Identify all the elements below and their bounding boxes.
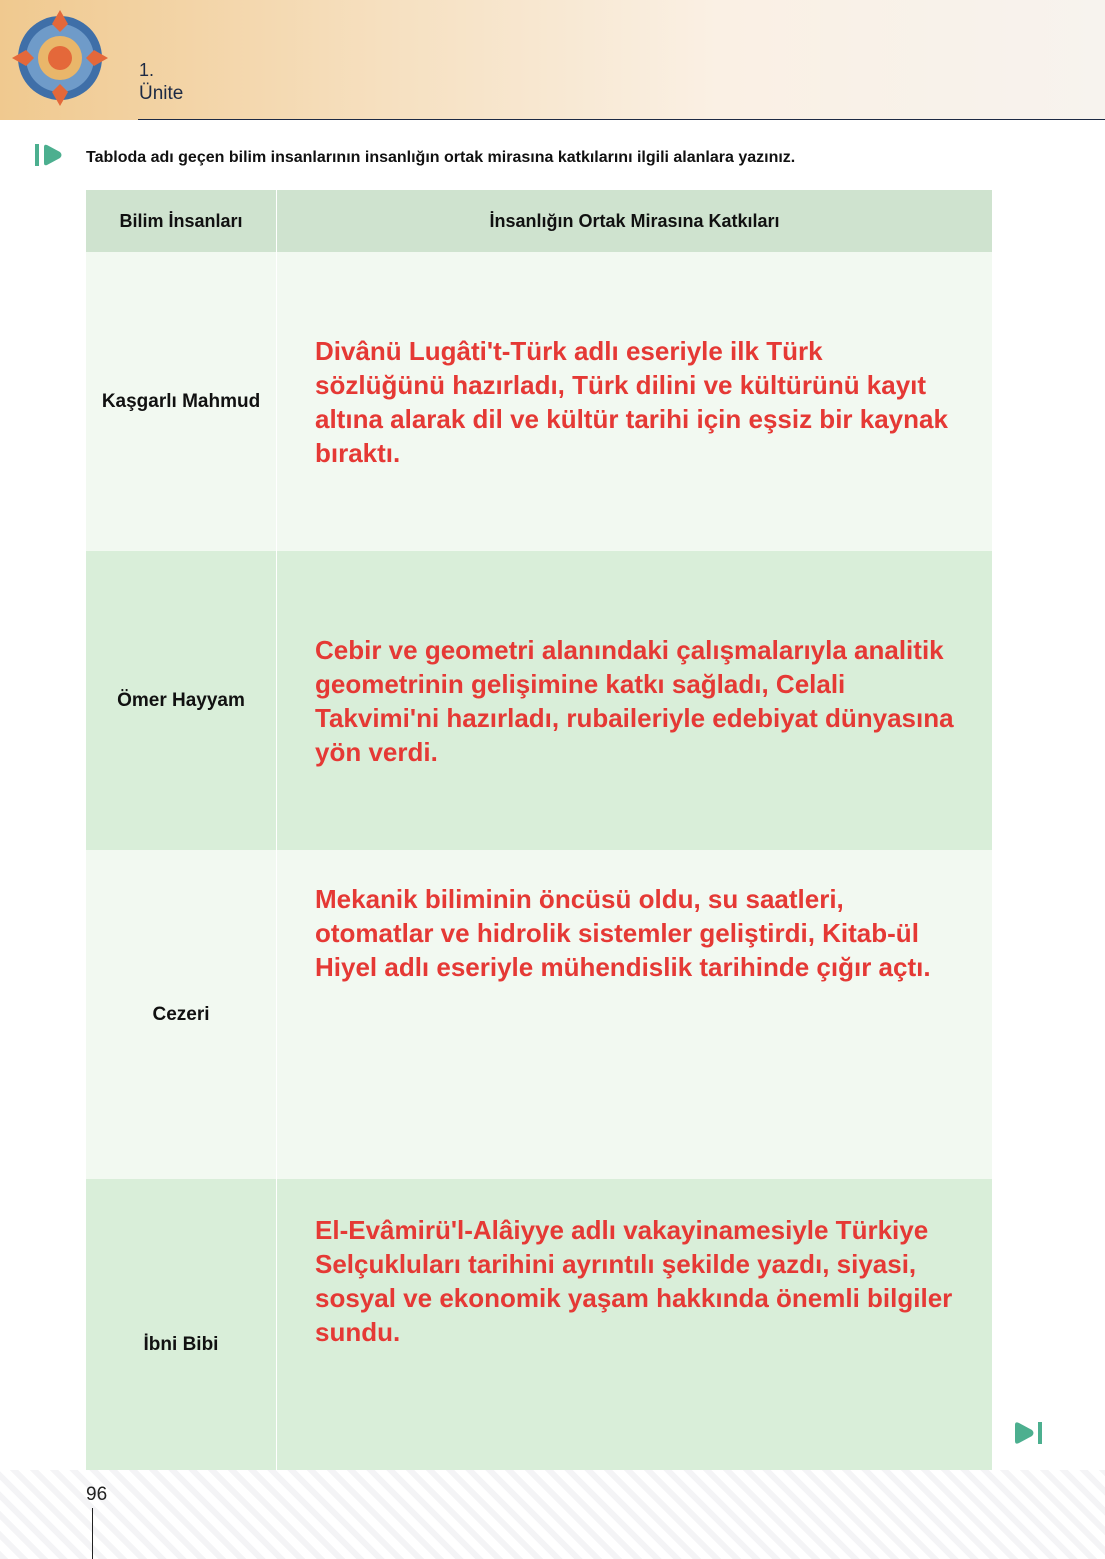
contribution-answer: Mekanik biliminin öncüsü oldu, su saatleri, otomatlar ve hidrolik sistemler geliştirdi, Kitab-ül Hiyel adlı eseriyle mühendislik tarihinde çığır açtı.: [277, 850, 993, 1179]
activity-end-icon: [1014, 1421, 1044, 1445]
instruction-text: Tabloda adı geçen bilim insanlarının insanlığın ortak mirasına katkılarını ilgili alanlara yazınız.: [86, 149, 796, 166]
table-row: [86, 551, 992, 850]
contribution-answer: Divânü Lugâti't-Türk adlı eseriyle ilk Türk sözlüğünü hazırladı, Türk dilini ve kültürünü kayıt altına alarak dil ve kültür tarihi için eşsiz bir kaynak bıraktı.: [277, 252, 993, 551]
contributions-table: [86, 190, 992, 1510]
activity-start-icon: [35, 144, 63, 166]
header-divider: [138, 119, 1105, 120]
scientist-name: Kaşgarlı Mahmud: [86, 252, 277, 551]
unit-number: 1.: [139, 60, 155, 80]
scientist-name: İbni Bibi: [86, 1179, 277, 1510]
scientist-name: Cezeri: [86, 850, 277, 1179]
footer-pattern: [0, 1470, 1105, 1559]
table-row: [86, 252, 992, 551]
page-number: 96: [86, 1484, 108, 1505]
column-header: Bilim İnsanları: [86, 190, 277, 252]
ornament-emblem-icon: [8, 6, 112, 110]
table-header-row: [86, 190, 992, 252]
table-row: [86, 1179, 992, 1510]
scientist-name: Ömer Hayyam: [86, 551, 277, 850]
contribution-answer: Cebir ve geometri alanındaki çalışmalarıyla analitik geometrinin gelişimine katkı sağladı, Celali Takvimi'ni hazırladı, rubaileriyle edebiyat dünyasına yön verdi.: [277, 551, 993, 850]
table-row: [86, 850, 992, 1179]
column-header: İnsanlığın Ortak Mirasına Katkıları: [277, 190, 993, 252]
contribution-answer: El-Evâmirü'l-Alâiyye adlı vakayinamesiyle Türkiye Selçukluları tarihini ayrıntılı şekilde yazdı, siyasi, sosyal ve ekonomik yaşam hakkında önemli bilgiler sundu.: [277, 1179, 993, 1510]
page-number-line: [92, 1508, 93, 1559]
unit-label: Ünite: [139, 83, 184, 104]
unit-header: [0, 0, 1105, 120]
